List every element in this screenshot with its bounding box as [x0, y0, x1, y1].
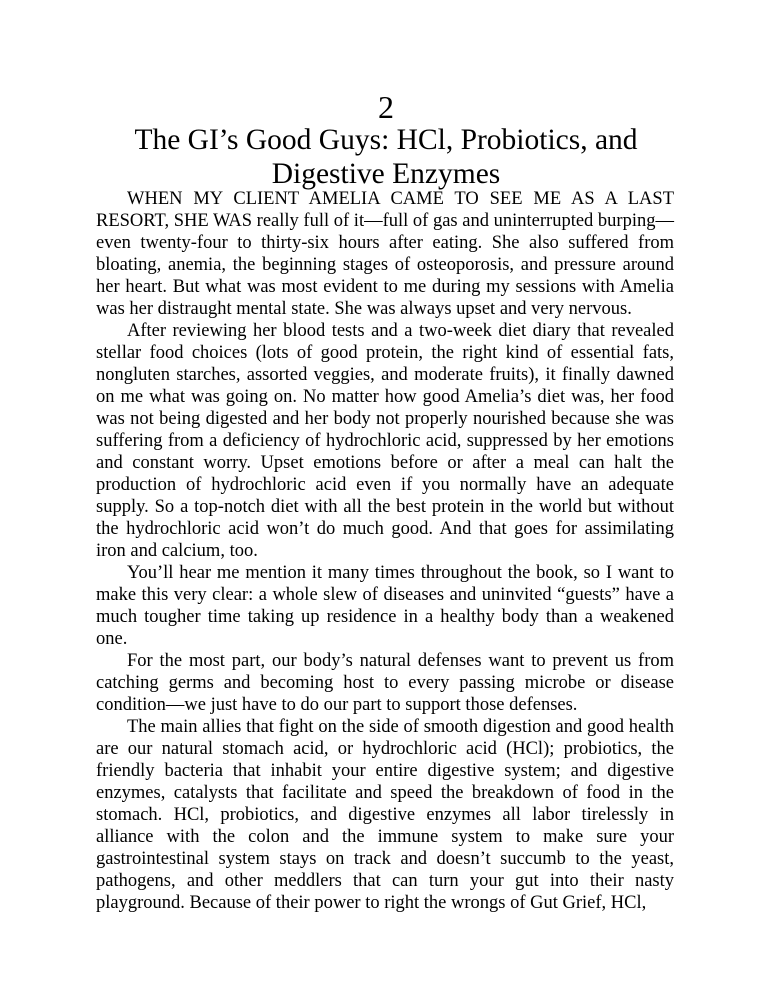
chapter-body [96, 188, 674, 914]
paragraph: After reviewing her blood tests and a two-week diet diary that revealed stellar food choices (lots of good protein, the right kind of essential fats, nongluten starches, assorted veggies, and moderate fruits), it finally dawned on me what was going on. No matter how good Amelia’s diet was, her food was not being digested and her body not properly nourished because she was suffering from a deficiency of hydrochloric acid, suppressed by her emotions and constant worry. Upset emotions before or after a meal can halt the production of hydrochloric acid even if you normally have an adequate supply. So a top-notch diet with all the best protein in the world but without the hydrochloric acid won’t do much good. And that goes for assimilating iron and calcium, too. [96, 321, 674, 561]
chapter-title: The GI’s Good Guys: HCl, Probiotics, and Digestive Enzymes [134, 124, 638, 190]
paragraph: For the most part, our body’s natural defenses want to prevent us from catching germs and becoming host to every passing microbe or disease condition—we just have to do our part to support those defenses. [96, 651, 674, 715]
chapter-number: 2 [378, 89, 394, 125]
paragraph: WHEN MY CLIENT AMELIA CAME TO SEE ME AS A LAST RESORT, SHE WAS really full of it—full of gas and uninterrupted burping—even twenty-four to thirty-six hours after eating. She also suffered from bloating, anemia, the beginning stages of osteoporosis, and pressure around her heart. But what was most evident to me during my sessions with Amelia was her distraught mental state. She was always upset and very nervous. [96, 189, 674, 319]
paragraph: You’ll hear me mention it many times throughout the book, so I want to make this very clear: a whole slew of diseases and uninvited “guests” have a much tougher time taking up residence in a healthy body than a weakened one. [96, 563, 674, 649]
paragraph: The main allies that fight on the side of smooth digestion and good health are our natural stomach acid, or hydrochloric acid (HCl); probiotics, the friendly bacteria that inhabit your entire digestive system; and digestive enzymes, catalysts that facilitate and speed the breakdown of food in the stomach. HCl, probiotics, and digestive enzymes all labor tirelessly in alliance with the colon and the immune system to make sure your gastrointestinal system stays on track and doesn’t succumb to the yeast, pathogens, and other meddlers that can turn your gut into their nasty playground. Because of their power to right the wrongs of Gut Grief, HCl, [96, 717, 674, 913]
